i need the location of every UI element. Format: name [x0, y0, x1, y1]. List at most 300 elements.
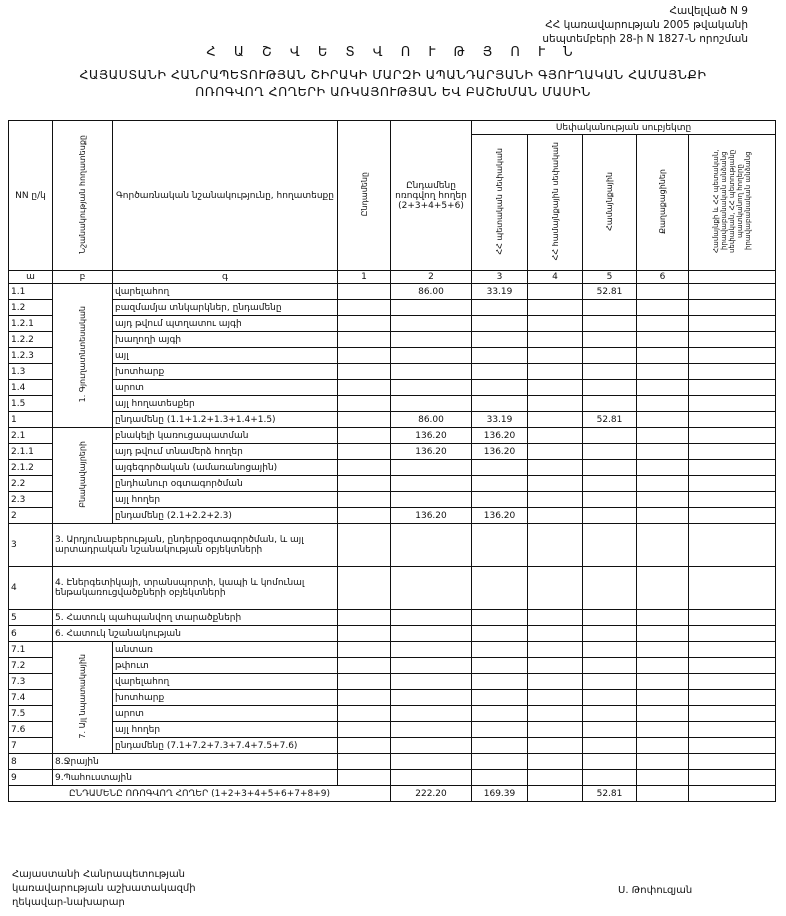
table-row — [9, 444, 776, 460]
row-name: բնակելի կառուցապատման — [113, 428, 338, 444]
col3-cell — [528, 300, 583, 316]
col6-cell — [689, 722, 776, 738]
col6-cell — [689, 396, 776, 412]
col3-cell — [528, 412, 583, 428]
table-row — [9, 332, 776, 348]
irrigated-cell — [391, 690, 472, 706]
col2-cell — [472, 476, 528, 492]
header-col4: Համայնքային — [583, 135, 637, 271]
header-col3: ՀՀ համայնքային սեփական — [528, 135, 583, 271]
col5-cell — [637, 770, 689, 786]
row-number: 5 — [9, 610, 53, 626]
index-cell: գ — [113, 271, 338, 284]
col5-cell — [637, 690, 689, 706]
col3-cell — [528, 567, 583, 610]
header-owners-group: Սեփականության սուբյեկտը — [472, 121, 776, 135]
col2-cell — [472, 706, 528, 722]
col4-cell — [583, 364, 637, 380]
total-cell — [338, 706, 391, 722]
row-number: 4 — [9, 567, 53, 610]
col3-cell — [528, 348, 583, 364]
col2-cell — [472, 754, 528, 770]
col4-cell — [583, 348, 637, 364]
col2-cell — [472, 492, 528, 508]
col3-cell — [528, 460, 583, 476]
header-total: Ընդամենը — [338, 121, 391, 271]
col3-cell — [528, 738, 583, 754]
row-name: այլ հողատեսքեր — [113, 396, 338, 412]
total-cell — [338, 658, 391, 674]
col2-cell — [472, 524, 528, 567]
irrigated-cell — [391, 770, 472, 786]
row-name: 4. Էներգետիկայի, տրանսպորտի, կապի և կոմունալ ենթակառուցվածքների օբյեկտների — [53, 567, 338, 610]
col2-cell — [472, 348, 528, 364]
total-cell — [338, 364, 391, 380]
col4-cell — [583, 770, 637, 786]
col6-cell — [689, 476, 776, 492]
irrigated-cell — [391, 706, 472, 722]
col6-cell — [689, 412, 776, 428]
document-title: Հ Ա Շ Վ Ե Տ Վ Ո Ւ Թ Յ Ո Ւ Ն — [206, 45, 580, 60]
col5-cell — [637, 348, 689, 364]
irrigated-cell — [391, 396, 472, 412]
row-name: խոտհարք — [113, 364, 338, 380]
col6-cell — [689, 348, 776, 364]
row-name: վարելահող — [113, 674, 338, 690]
col5-cell — [637, 396, 689, 412]
col3-cell — [528, 626, 583, 642]
col2-cell — [472, 674, 528, 690]
row-number: 1.2.1 — [9, 316, 53, 332]
signatory-line: Հայաստանի Հանրապետության — [12, 869, 186, 880]
irrigated-cell — [391, 492, 472, 508]
total-cell — [338, 380, 391, 396]
total-cell — [338, 348, 391, 364]
row-name: այլ — [113, 348, 338, 364]
col6-cell — [689, 508, 776, 524]
col2-cell — [472, 380, 528, 396]
index-cell: 3 — [472, 271, 528, 284]
row-number: 8 — [9, 754, 53, 770]
col2-cell — [472, 658, 528, 674]
col3-cell — [528, 428, 583, 444]
row-number: 2.1.2 — [9, 460, 53, 476]
total-cell — [338, 690, 391, 706]
table-row — [9, 380, 776, 396]
row-name: խաղողի այգի — [113, 332, 338, 348]
col6-cell — [689, 332, 776, 348]
col6-cell — [689, 738, 776, 754]
col3-cell — [528, 754, 583, 770]
table-row — [9, 738, 776, 754]
row-number: 7.6 — [9, 722, 53, 738]
grand-total-col3 — [528, 786, 583, 802]
col3-cell — [528, 770, 583, 786]
total-cell — [338, 508, 391, 524]
col5-cell — [637, 754, 689, 770]
header-irrigated: Ընդամենը ոռոգվող հողեր (2+3+4+5+6) — [391, 121, 472, 271]
col2-cell — [472, 300, 528, 316]
col6-cell — [689, 626, 776, 642]
col2-cell — [472, 567, 528, 610]
col5-cell — [637, 284, 689, 300]
col6-cell — [689, 524, 776, 567]
col4-cell — [583, 396, 637, 412]
col5-cell — [637, 428, 689, 444]
table-row — [9, 706, 776, 722]
table-row — [9, 567, 776, 610]
total-cell — [338, 412, 391, 428]
table-row — [9, 364, 776, 380]
table-row — [9, 428, 776, 444]
col4-cell — [583, 444, 637, 460]
col6-cell — [689, 754, 776, 770]
col3-cell — [528, 444, 583, 460]
col5-cell — [637, 492, 689, 508]
irrigated-cell — [391, 300, 472, 316]
irrigated-cell — [391, 658, 472, 674]
subtitle-line: ՀԱՅԱՍՏԱՆԻ ՀԱՆՐԱՊԵՏՈՒԹՅԱՆ ՇԻՐԱԿԻ ՄԱՐԶԻ ԱՊԱՆԴԱՐՅԱՆԻ ԳՅՈՒՂԱԿԱՆ ՀԱՄԱՅՆՔԻ — [79, 67, 707, 82]
total-cell — [338, 428, 391, 444]
col3-cell — [528, 332, 583, 348]
table-row — [9, 626, 776, 642]
col6-cell — [689, 444, 776, 460]
irrigated-cell — [391, 722, 472, 738]
col6-cell — [689, 364, 776, 380]
col2-cell — [472, 316, 528, 332]
total-cell — [338, 770, 391, 786]
col3-cell — [528, 706, 583, 722]
table-row — [9, 316, 776, 332]
total-cell — [338, 284, 391, 300]
col4-cell: 52.81 — [583, 412, 637, 428]
row-name: այդ թվում տնամերձ հողեր — [113, 444, 338, 460]
table-row — [9, 658, 776, 674]
header-col6: Համայնքի և ՀՀ պետական, իրավաբանական անձանց սեփական, ՀՀ պետությանը պատկանող հողերը իրավաբանական անձանց — [689, 135, 776, 271]
irrigated-cell: 136.20 — [391, 444, 472, 460]
table-row — [9, 460, 776, 476]
col6-cell — [689, 658, 776, 674]
row-number: 1.2.3 — [9, 348, 53, 364]
row-number: 7.1 — [9, 642, 53, 658]
document-subtitle — [20, 66, 766, 100]
row-number: 1.4 — [9, 380, 53, 396]
col6-cell — [689, 428, 776, 444]
col4-cell — [583, 690, 637, 706]
row-name: այլ հողեր — [113, 492, 338, 508]
table-row — [9, 348, 776, 364]
row-number: 7 — [9, 738, 53, 754]
header-nn: NN ը/կ — [9, 121, 53, 271]
appendix-note — [542, 4, 748, 46]
table-row — [9, 524, 776, 567]
row-name: արոտ — [113, 706, 338, 722]
table-row — [9, 508, 776, 524]
col5-cell — [637, 738, 689, 754]
row-name: 9.Պահուստային — [53, 770, 338, 786]
row-number: 2.1 — [9, 428, 53, 444]
col5-cell — [637, 722, 689, 738]
irrigated-cell: 136.20 — [391, 508, 472, 524]
row-name: ընդամենը (7.1+7.2+7.3+7.4+7.5+7.6) — [113, 738, 338, 754]
appendix-line: Հավելված N 9 — [669, 5, 748, 17]
col6-cell — [689, 642, 776, 658]
row-number: 1 — [9, 412, 53, 428]
col5-cell — [637, 567, 689, 610]
signatory-line: ղեկավար-նախարար — [12, 897, 125, 908]
row-name: ընդամենը (1.1+1.2+1.3+1.4+1.5) — [113, 412, 338, 428]
col2-cell: 136.20 — [472, 508, 528, 524]
row-name: 6. Հատուկ նշանակության — [53, 626, 338, 642]
header-category: Նշանակության հողատեսքը — [53, 121, 113, 271]
row-name: 8.Ջրային — [53, 754, 338, 770]
col3-cell — [528, 642, 583, 658]
row-name: թփուտ — [113, 658, 338, 674]
table-row — [9, 722, 776, 738]
col5-cell — [637, 476, 689, 492]
irrigated-cell: 86.00 — [391, 412, 472, 428]
land-report-table — [8, 120, 776, 802]
grand-total-label: ԸՆԴԱՄԵՆԸ ՈՌՈԳՎՈՂ ՀՈՂԵՐ (1+2+3+4+5+6+7+8+9) — [9, 786, 391, 802]
col6-cell — [689, 492, 776, 508]
index-row — [9, 271, 776, 284]
col6-cell — [689, 284, 776, 300]
col4-cell — [583, 722, 637, 738]
col5-cell — [637, 300, 689, 316]
irrigated-cell — [391, 524, 472, 567]
total-cell — [338, 460, 391, 476]
irrigated-cell — [391, 316, 472, 332]
table-row — [9, 690, 776, 706]
col5-cell — [637, 626, 689, 642]
row-name: անտառ — [113, 642, 338, 658]
index-cell — [689, 271, 776, 284]
row-name: այգեգործական (ամառանոցային) — [113, 460, 338, 476]
col5-cell — [637, 460, 689, 476]
index-cell: 5 — [583, 271, 637, 284]
irrigated-cell — [391, 738, 472, 754]
col3-cell — [528, 476, 583, 492]
irrigated-cell: 136.20 — [391, 428, 472, 444]
row-number: 7.5 — [9, 706, 53, 722]
table-row — [9, 300, 776, 316]
table-row — [9, 754, 776, 770]
irrigated-cell — [391, 754, 472, 770]
index-cell: 6 — [637, 271, 689, 284]
index-cell: ա — [9, 271, 53, 284]
row-number: 3 — [9, 524, 53, 567]
col3-cell — [528, 658, 583, 674]
irrigated-cell — [391, 380, 472, 396]
appendix-line: ՀՀ կառավարության 2005 թվականի — [545, 19, 748, 31]
col3-cell — [528, 316, 583, 332]
row-name: այլ հողեր — [113, 722, 338, 738]
col2-cell — [472, 690, 528, 706]
col6-cell — [689, 300, 776, 316]
subtitle-line: ՈՌՈԳՎՈՂ ՀՈՂԵՐԻ ԱՌԿԱՅՈՒԹՅԱՆ ԵՎ ԲԱՇԽՄԱՆ ՄԱՍԻՆ — [195, 84, 591, 99]
total-cell — [338, 316, 391, 332]
col6-cell — [689, 610, 776, 626]
row-name: վարելահող — [113, 284, 338, 300]
col3-cell — [528, 610, 583, 626]
grand-total-col6 — [689, 786, 776, 802]
col5-cell — [637, 316, 689, 332]
total-cell — [338, 396, 391, 412]
col6-cell — [689, 567, 776, 610]
col2-cell — [472, 460, 528, 476]
col5-cell — [637, 332, 689, 348]
grand-total-col2: 169.39 — [472, 786, 528, 802]
col4-cell — [583, 754, 637, 770]
row-number: 7.3 — [9, 674, 53, 690]
grand-total-row — [9, 786, 776, 802]
table-row — [9, 770, 776, 786]
appendix-line: սեպտեմբերի 28-ի N 1827-Ն որոշման — [542, 33, 748, 45]
col6-cell — [689, 316, 776, 332]
row-number: 1.3 — [9, 364, 53, 380]
col5-cell — [637, 642, 689, 658]
index-cell: 1 — [338, 271, 391, 284]
row-number: 2.2 — [9, 476, 53, 492]
total-cell — [338, 738, 391, 754]
row-number: 9 — [9, 770, 53, 786]
irrigated-cell — [391, 460, 472, 476]
col4-cell — [583, 706, 637, 722]
table-row — [9, 284, 776, 300]
grand-total-col4: 52.81 — [583, 786, 637, 802]
total-cell — [338, 722, 391, 738]
category-group: 1. Գյուղատնտեսական — [53, 284, 113, 428]
table-row — [9, 674, 776, 690]
irrigated-cell — [391, 642, 472, 658]
row-name: բազմամյա տնկարկներ, ընդամենը — [113, 300, 338, 316]
row-name: այդ թվում պտղատու այգի — [113, 316, 338, 332]
col5-cell — [637, 610, 689, 626]
col6-cell — [689, 706, 776, 722]
col3-cell — [528, 284, 583, 300]
col5-cell — [637, 364, 689, 380]
row-number: 2.1.1 — [9, 444, 53, 460]
col4-cell — [583, 738, 637, 754]
header-col2: ՀՀ պետական սեփական — [472, 135, 528, 271]
row-number: 1.2 — [9, 300, 53, 316]
row-name: 3. Արդյունաբերության, ընդերքօգտագործման, և այլ արտադրական նշանակության օբյեկտների — [53, 524, 338, 567]
row-name: ընդամենը (2.1+2.2+2.3) — [113, 508, 338, 524]
row-number: 2 — [9, 508, 53, 524]
row-name: 5. Հատուկ պահպանվող տարածքների — [53, 610, 338, 626]
row-name: խոտհարք — [113, 690, 338, 706]
total-cell — [338, 674, 391, 690]
row-number: 1.2.2 — [9, 332, 53, 348]
col4-cell — [583, 428, 637, 444]
total-cell — [338, 300, 391, 316]
col5-cell — [637, 674, 689, 690]
total-cell — [338, 626, 391, 642]
col2-cell: 33.19 — [472, 412, 528, 428]
col4-cell — [583, 476, 637, 492]
col3-cell — [528, 508, 583, 524]
row-number: 1.1 — [9, 284, 53, 300]
row-number: 7.4 — [9, 690, 53, 706]
col4-cell — [583, 642, 637, 658]
grand-total-irrigated: 222.20 — [391, 786, 472, 802]
total-cell — [338, 567, 391, 610]
grand-total-col5 — [637, 786, 689, 802]
col3-cell — [528, 396, 583, 412]
col2-cell — [472, 610, 528, 626]
col6-cell — [689, 690, 776, 706]
col2-cell — [472, 364, 528, 380]
total-cell — [338, 642, 391, 658]
col3-cell — [528, 524, 583, 567]
col5-cell — [637, 658, 689, 674]
col4-cell — [583, 567, 637, 610]
col2-cell — [472, 332, 528, 348]
col5-cell — [637, 412, 689, 428]
col4-cell — [583, 492, 637, 508]
table-row — [9, 476, 776, 492]
col4-cell — [583, 508, 637, 524]
col4-cell — [583, 380, 637, 396]
irrigated-cell — [391, 348, 472, 364]
col4-cell: 52.81 — [583, 284, 637, 300]
col5-cell — [637, 444, 689, 460]
signatory-line: կառավարության աշխատակազմի — [12, 883, 196, 894]
col4-cell — [583, 674, 637, 690]
irrigated-cell — [391, 567, 472, 610]
irrigated-cell — [391, 626, 472, 642]
col5-cell — [637, 706, 689, 722]
irrigated-cell — [391, 674, 472, 690]
irrigated-cell: 86.00 — [391, 284, 472, 300]
col5-cell — [637, 508, 689, 524]
total-cell — [338, 492, 391, 508]
index-cell: 4 — [528, 271, 583, 284]
col4-cell — [583, 300, 637, 316]
col3-cell — [528, 380, 583, 396]
signatory-title — [12, 868, 196, 910]
col2-cell — [472, 722, 528, 738]
category-group: Բնակավայրերի — [53, 428, 113, 524]
row-name: արոտ — [113, 380, 338, 396]
col2-cell: 33.19 — [472, 284, 528, 300]
row-number: 7.2 — [9, 658, 53, 674]
col3-cell — [528, 364, 583, 380]
col2-cell — [472, 642, 528, 658]
col2-cell — [472, 770, 528, 786]
col2-cell — [472, 626, 528, 642]
table-row — [9, 610, 776, 626]
col4-cell — [583, 626, 637, 642]
col3-cell — [528, 690, 583, 706]
col4-cell — [583, 460, 637, 476]
irrigated-cell — [391, 364, 472, 380]
index-cell: 2 — [391, 271, 472, 284]
table-row — [9, 396, 776, 412]
col4-cell — [583, 316, 637, 332]
col2-cell: 136.20 — [472, 428, 528, 444]
total-cell — [338, 610, 391, 626]
col6-cell — [689, 674, 776, 690]
irrigated-cell — [391, 610, 472, 626]
col6-cell — [689, 460, 776, 476]
table-row — [9, 492, 776, 508]
table-row — [9, 412, 776, 428]
col5-cell — [637, 380, 689, 396]
col2-cell — [472, 396, 528, 412]
col5-cell — [637, 524, 689, 567]
signatory-name: Ս. Թոփուզյան — [618, 885, 693, 896]
